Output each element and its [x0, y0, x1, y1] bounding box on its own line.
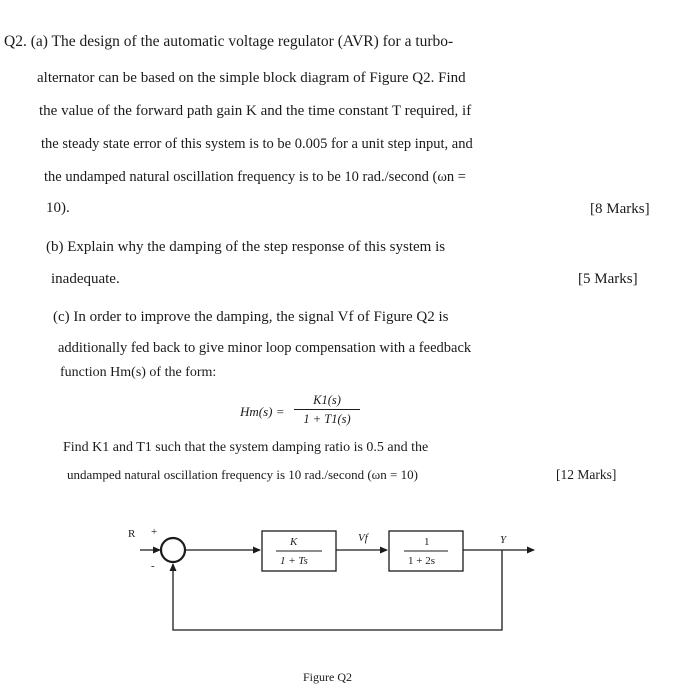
part-a-line-5: the undamped natural oscillation frequency is to be 10 rad./second (ωn = [44, 169, 466, 185]
part-a-line-2: alternator can be based on the simple block diagram of Figure Q2. Find [37, 70, 466, 86]
formula-numerator: K1(s) [313, 393, 341, 407]
block1-numerator: K [290, 536, 298, 548]
input-label: R [128, 528, 136, 540]
part-b-line-1: (b) Explain why the damping of the step response of this system is [46, 239, 446, 255]
block1-denominator: 1 + Ts [280, 555, 308, 567]
minus-sign: - [151, 560, 155, 572]
part-b-marks: [5 Marks] [578, 271, 638, 287]
part-a-line-1: Q2. (a) The design of the automatic voltage regulator (AVR) for a turbo- [4, 33, 454, 50]
plus-sign: + [151, 526, 158, 538]
part-a-line-6: 10). [46, 200, 70, 216]
feedback-path [173, 550, 502, 630]
part-c-marks: [12 Marks] [556, 467, 617, 482]
block2-denominator: 1 + 2s [408, 555, 435, 567]
part-a-line-4: the steady state error of this system is to be 0.005 for a unit step input, and [41, 136, 473, 152]
part-b-line-2: inadequate. [51, 271, 120, 287]
block2-numerator: 1 [424, 536, 430, 548]
part-c-line-4: Find K1 and T1 such that the system damping ratio is 0.5 and the [63, 440, 429, 455]
summing-junction [161, 538, 185, 562]
part-c-line-3: function Hm(s) of the form: [60, 365, 217, 380]
formula-lhs: Hm(s) = [240, 404, 285, 419]
part-a-line-3: the value of the forward path gain K and the time constant T required, if [39, 103, 472, 119]
part-c-line-2: additionally fed back to give minor loop compensation with a feedback [58, 340, 472, 356]
part-c-line-5: undamped natural oscillation frequency is 10 rad./second (ωn = 10) [67, 467, 418, 482]
output-label: Y [500, 534, 507, 546]
figure-caption: Figure Q2 [303, 670, 352, 684]
formula-denominator: 1 + T1(s) [303, 412, 351, 426]
signal-label: Vf [358, 532, 368, 544]
part-a-marks: [8 Marks] [590, 201, 650, 217]
part-c-line-1: (c) In order to improve the damping, the signal Vf of Figure Q2 is [53, 309, 449, 325]
